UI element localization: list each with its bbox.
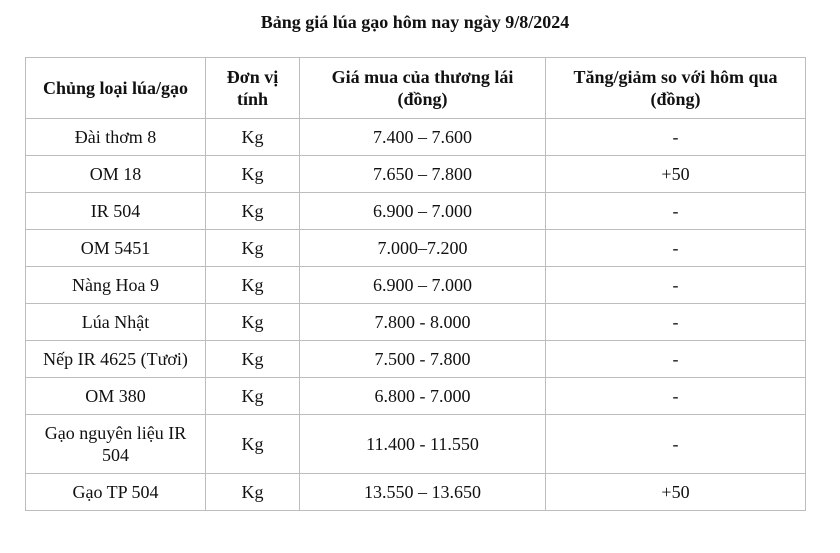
table-row bbox=[26, 415, 806, 474]
table-header-row bbox=[26, 58, 806, 119]
cell-price: 7.650 – 7.800 bbox=[300, 156, 546, 193]
table-row bbox=[26, 267, 806, 304]
cell-change: - bbox=[546, 193, 806, 230]
cell-unit: Kg bbox=[206, 267, 300, 304]
cell-price: 13.550 – 13.650 bbox=[300, 474, 546, 511]
cell-unit: Kg bbox=[206, 378, 300, 415]
cell-unit: Kg bbox=[206, 119, 300, 156]
cell-variety: OM 5451 bbox=[26, 230, 206, 267]
cell-change: +50 bbox=[546, 474, 806, 511]
cell-price: 6.800 - 7.000 bbox=[300, 378, 546, 415]
cell-change: - bbox=[546, 304, 806, 341]
table-row bbox=[26, 474, 806, 511]
cell-price: 11.400 - 11.550 bbox=[300, 415, 546, 474]
cell-variety: Nếp IR 4625 (Tươi) bbox=[26, 341, 206, 378]
table-row bbox=[26, 156, 806, 193]
cell-change: - bbox=[546, 378, 806, 415]
cell-variety: Nàng Hoa 9 bbox=[26, 267, 206, 304]
cell-variety: Gạo nguyên liệu IR 504 bbox=[26, 415, 206, 474]
cell-price: 7.500 - 7.800 bbox=[300, 341, 546, 378]
cell-unit: Kg bbox=[206, 341, 300, 378]
table-row bbox=[26, 230, 806, 267]
cell-unit: Kg bbox=[206, 230, 300, 267]
cell-change: - bbox=[546, 119, 806, 156]
cell-unit: Kg bbox=[206, 474, 300, 511]
cell-price: 6.900 – 7.000 bbox=[300, 193, 546, 230]
cell-price: 7.400 – 7.600 bbox=[300, 119, 546, 156]
cell-unit: Kg bbox=[206, 156, 300, 193]
cell-change: +50 bbox=[546, 156, 806, 193]
table-row bbox=[26, 119, 806, 156]
header-price: Giá mua của thương lái (đồng) bbox=[300, 58, 546, 119]
cell-variety: OM 380 bbox=[26, 378, 206, 415]
header-change: Tăng/giảm so với hôm qua (đồng) bbox=[546, 58, 806, 119]
cell-variety: Đài thơm 8 bbox=[26, 119, 206, 156]
cell-variety: IR 504 bbox=[26, 193, 206, 230]
page-title: Bảng giá lúa gạo hôm nay ngày 9/8/2024 bbox=[260, 12, 570, 32]
cell-unit: Kg bbox=[206, 304, 300, 341]
cell-variety: Gạo TP 504 bbox=[26, 474, 206, 511]
cell-price: 7.000–7.200 bbox=[300, 230, 546, 267]
table-row bbox=[26, 193, 806, 230]
cell-change: - bbox=[546, 267, 806, 304]
cell-change: - bbox=[546, 341, 806, 378]
rice-price-table bbox=[25, 57, 806, 511]
cell-unit: Kg bbox=[206, 193, 300, 230]
cell-price: 7.800 - 8.000 bbox=[300, 304, 546, 341]
cell-change: - bbox=[546, 415, 806, 474]
cell-variety: OM 18 bbox=[26, 156, 206, 193]
table-row bbox=[26, 378, 806, 415]
table-row bbox=[26, 304, 806, 341]
cell-unit: Kg bbox=[206, 415, 300, 474]
table-row bbox=[26, 341, 806, 378]
cell-change: - bbox=[546, 230, 806, 267]
header-unit: Đơn vị tính bbox=[206, 58, 300, 119]
header-variety: Chủng loại lúa/gạo bbox=[26, 58, 206, 119]
cell-variety: Lúa Nhật bbox=[26, 304, 206, 341]
cell-price: 6.900 – 7.000 bbox=[300, 267, 546, 304]
